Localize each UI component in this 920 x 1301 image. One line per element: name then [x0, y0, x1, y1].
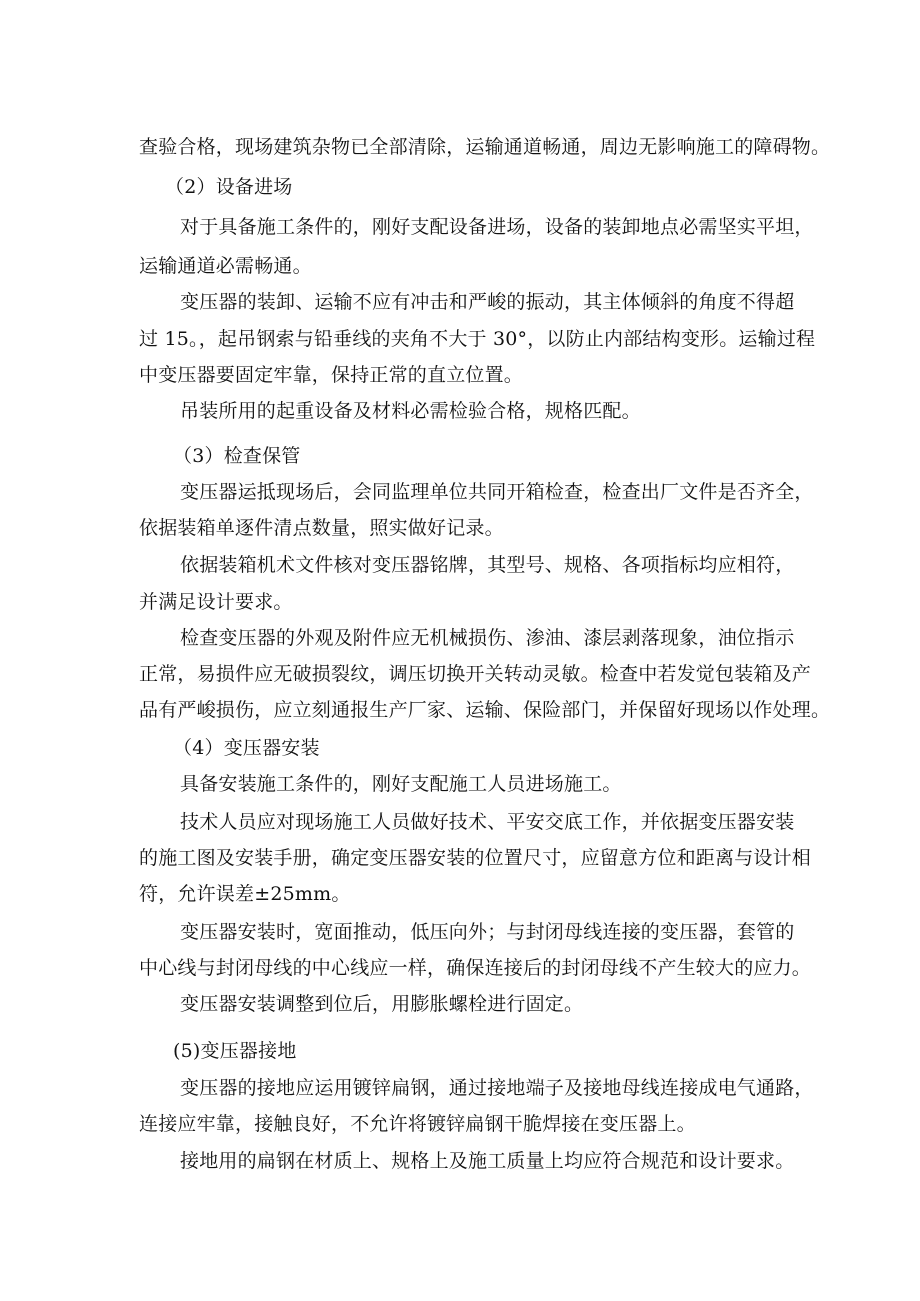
- text-line: 变压器的接地应运用镀锌扁钢，通过接地端子及接地母线连接成电气通路，: [180, 1077, 814, 1099]
- text-line: 依据装箱机术文件核对变压器铭牌，其型号、规格、各项指标均应相符，: [180, 554, 795, 576]
- text-line: 对于具备施工条件的，刚好支配设备进场，设备的装卸地点必需坚实平坦，: [180, 216, 814, 238]
- text-line: 变压器安装时，宽面推动，低压向外；与封闭母线连接的变压器，套管的: [180, 921, 795, 943]
- text-line: 中心线与封闭母线的中心线应一样，确保连接后的封闭母线不产生较大的应力。: [139, 957, 812, 979]
- text-line: 符，允许误差±25mm。: [139, 883, 351, 905]
- text-line: 接地用的扁钢在材质上、规格上及施工质量上均应符合规范和设计要求。: [180, 1150, 795, 1172]
- text-line: 正常，易损件应无破损裂纹，调压切换开关转动灵敏。检查中若发觉包装箱及产: [139, 663, 812, 685]
- text-line: 具备安装施工条件的，刚好支配施工人员进场施工。: [180, 773, 622, 795]
- text-line: 检查变压器的外观及附件应无机械损伤、渗油、漆层剥落现象，油位指示: [180, 627, 795, 649]
- text-line: 吊装所用的起重设备及材料必需检验合格，规格匹配。: [180, 400, 641, 422]
- text-line: 的施工图及安装手册，确定变压器安装的位置尺寸，应留意方位和距离与设计相: [139, 847, 812, 869]
- section-heading: （2）设备进场: [165, 176, 293, 198]
- text-line: 运输通道必需畅通。: [139, 255, 312, 277]
- section-heading: （3）检查保管: [173, 445, 301, 467]
- text-line: 技术人员应对现场施工人员做好技术、平安交底工作，并依据变压器安装: [180, 811, 795, 833]
- text-line: 依据装箱单逐件清点数量，照实做好记录。: [139, 517, 504, 539]
- text-line: 查验合格，现场建筑杂物已全部清除，运输通道畅通，周边无影响施工的障碍物。: [139, 136, 831, 158]
- text-line: 连接应牢靠，接触良好，不允许将镀锌扁钢干脆焊接在变压器上。: [139, 1113, 696, 1135]
- section-heading: (5)变压器接地: [173, 1040, 297, 1062]
- text-line: 变压器运抵现场后，会同监理单位共同开箱检查，检查出厂文件是否齐全，: [180, 481, 814, 503]
- text-line: 中变压器要固定牢靠，保持正常的直立位置。: [139, 364, 524, 386]
- text-line: 过 15。，起吊钢索与铅垂线的夹角不大于 30°，以防止内部结构变形。运输过程: [139, 328, 816, 350]
- section-heading: （4）变压器安装: [173, 737, 320, 759]
- text-line: 并满足设计要求。: [139, 591, 293, 613]
- text-line: 变压器安装调整到位后，用膨胀螺栓进行固定。: [180, 993, 584, 1015]
- text-line: 品有严峻损伤，应立刻通报生产厂家、运输、保险部门，并保留好现场以作处理。: [139, 699, 831, 721]
- text-line: 变压器的装卸、运输不应有冲击和严峻的振动，其主体倾斜的角度不得超: [180, 291, 795, 313]
